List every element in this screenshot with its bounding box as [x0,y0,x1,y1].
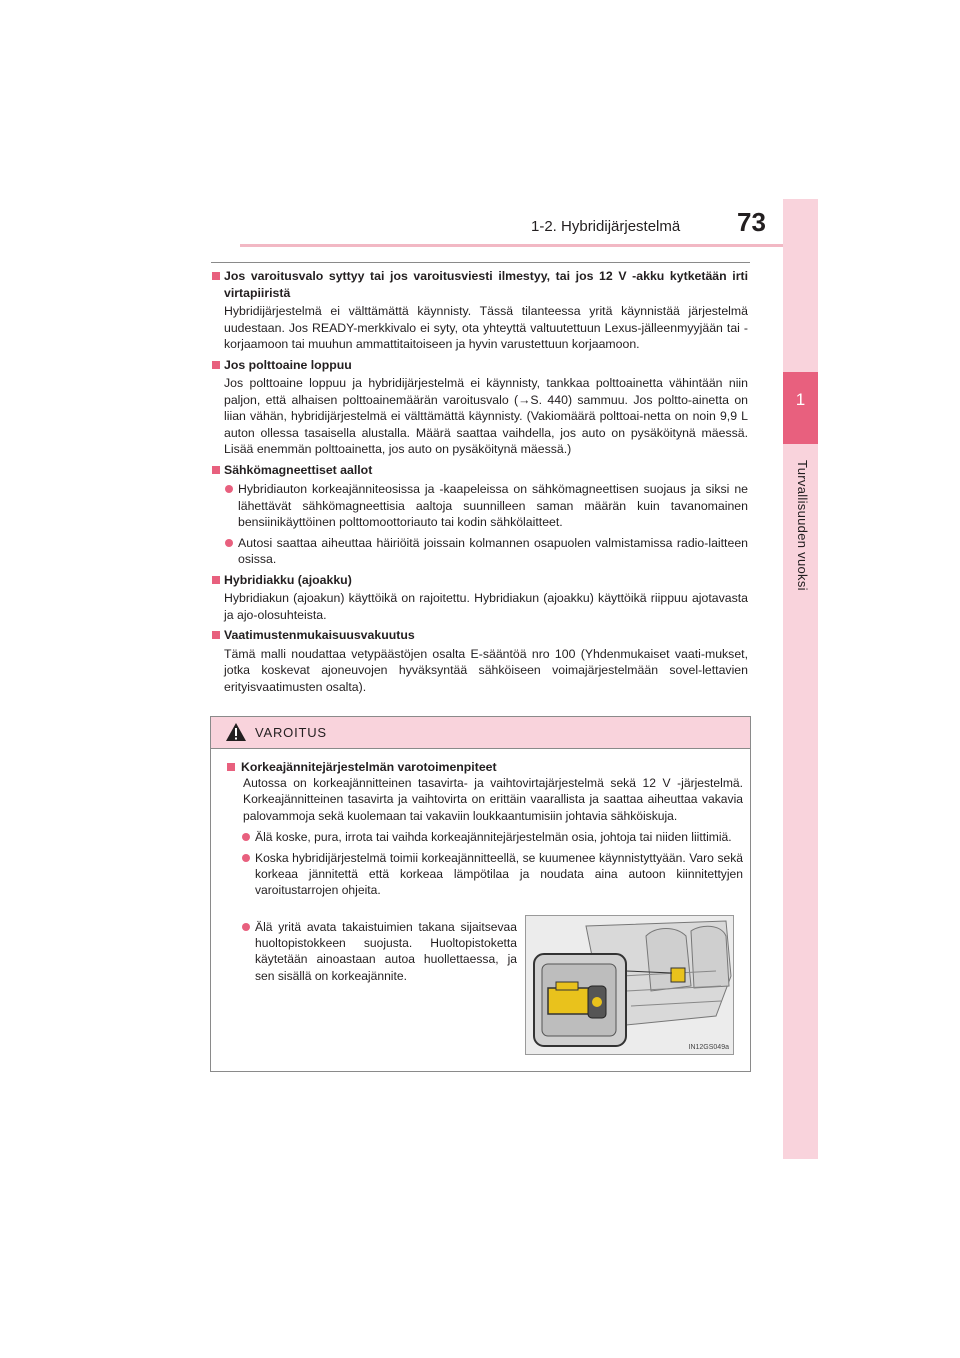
section-warning-light [212,268,748,353]
section-title: Jos polttoaine loppuu [224,357,352,372]
section-body: Hybridiakun (ajoakun) käyttöikä on rajoitettu. Hybridiakun (ajoakku) käyttöikä riippuu ajotavasta ja ajo-olosuhteista. [224,591,748,622]
square-bullet-icon [212,361,220,369]
chapter-side-tab [783,199,818,1159]
square-bullet-icon [227,763,235,771]
section-electromagnetic-waves [212,462,748,568]
section-declaration-of-conformity [212,627,748,695]
warning-header [211,717,750,749]
section-out-of-fuel [212,357,748,458]
square-bullet-icon [212,631,220,639]
warning-bullet-text: Älä yritä avata takaistuimien takana sijaitsevaa huoltopistokkeen suojusta. Huoltopistoketta käytetään ainoastaan autoa huollettaessa, ja sen sisällä on korkeajännite. [255,920,517,983]
section-title: Hybridiakku (ajoakku) [224,572,352,587]
page-number: 73 [737,207,766,237]
running-header-section: 1-2. Hybridijärjestelmä [531,218,681,235]
round-bullet-icon [242,923,250,931]
round-bullet-icon [225,485,233,493]
warning-body [223,759,743,904]
service-plug-illustration [525,915,734,1055]
section-title: Sähkömagneettiset aallot [224,462,373,477]
header-rule [240,244,783,247]
section-body: Jos polttoaine loppuu ja hybridijärjestelmä ei käynnisty, tankkaa polttoainetta vähintään niin paljon, että alhaisen polttoainemäärän varoitusvalo (→S. 440) sammuu. Jos poltto-ainetta on liian vähän, hybridijärjestelmä ei välttämättä käynnisty. (Vakiomäärä polttoai-netta on noin 9,9 L auton ollessa tasaisella alustalla. Määrä saattaa vaihdella, jos auto on pysäköitynä mäessä. Lisää enemmän polttoainetta, jos auto on pysäköitynä mäessä.) [224,376,748,456]
square-bullet-icon [212,576,220,584]
content-divider [211,262,750,263]
bullet-text: Autosi saattaa aiheuttaa häiriöitä joissain kolmannen osapuolen valmistamissa radio-laitteen osissa. [238,535,748,566]
bullet-text: Hybridiauton korkeajänniteosissa ja -kaapeleissa on sähkömagneettisen suojaus ja siksi ne lähettävät sähkömagneettisia aaltoja suunnilleen saman määrän kuin tavanomainen bensiinikäyttöinen polttomoottoriauto tai kodin sähkölaitteet. [238,482,748,529]
chapter-label: Turvallisuuden vuoksi [795,460,810,591]
square-bullet-icon [212,272,220,280]
service-plug-drawing [526,916,733,1054]
round-bullet-icon [242,833,250,841]
warning-title: Korkeajännitejärjestelmän varotoimenpiteet [241,760,497,774]
warning-triangle-icon [225,722,247,742]
warning-bullet-text: Älä koske, pura, irrota tai vaihda korkeajännitejärjestelmän osia, johtoja tai niiden liittimiä. [255,829,732,844]
round-bullet-icon [242,854,250,862]
section-body: Tämä malli noudattaa vetypäästöjen osalta E-sääntöä nro 100 (Yhdenmukaiset vaati-mukset, jotka koskevat ajoneuvojen hyväksyntää sähköiseen voimajärjestelmään sovel-lettavien erityisvaatimusten osalta). [224,646,748,694]
round-bullet-icon [225,539,233,547]
section-body: Hybridijärjestelmä ei välttämättä käynnisty. Tässä tilanteessa yritä käynnistää järjestelmä uudestaan. Jos READY-merkkivalo ei syty, ota yhteyttä valtuutettuun Lexus-jälleenmyyjään tai -korjaamoon tai muuhun ammattitaitoiseen ja hyvin varustettuun korjaamoon. [224,304,748,351]
square-bullet-icon [212,466,220,474]
section-title: Jos varoitusvalo syttyy tai jos varoitusviesti ilmestyy, tai jos 12 V -akku kytketään irti virtapiiristä [224,269,748,300]
warning-text: Autossa on korkeajännitteinen tasavirta- ja vaihtovirtajärjestelmä sekä 12 V -järjestelmä. Korkeajännitteinen tasavirta ja vaihtovirta on erittäin vaarallista ja saattaa aiheuttaa vakavia palovammoja sekä kuolemaan tai vakaviin loukkaantumisiin johtavia sähköiskuja. [243,776,743,823]
section-title: Vaatimustenmukaisuusvakuutus [224,628,415,642]
warning-bullet-text: Koska hybridijärjestelmä toimii korkeajännitteellä, se kuumenee käynnistyttyään. Varo sekä korkeaa jännitettä että korkeaa lämpötilaa ja noudata aina autoon kiinnitettyjen varoitustarrojen ohjeita. [255,851,743,898]
chapter-number-tab [783,372,818,444]
warning-box [210,716,751,1072]
main-content [212,268,748,699]
figure-code: IN12GS049a [688,1044,729,1051]
section-hybrid-battery [212,572,748,624]
warning-heading: VAROITUS [255,725,327,740]
chapter-number: 1 [795,390,806,409]
